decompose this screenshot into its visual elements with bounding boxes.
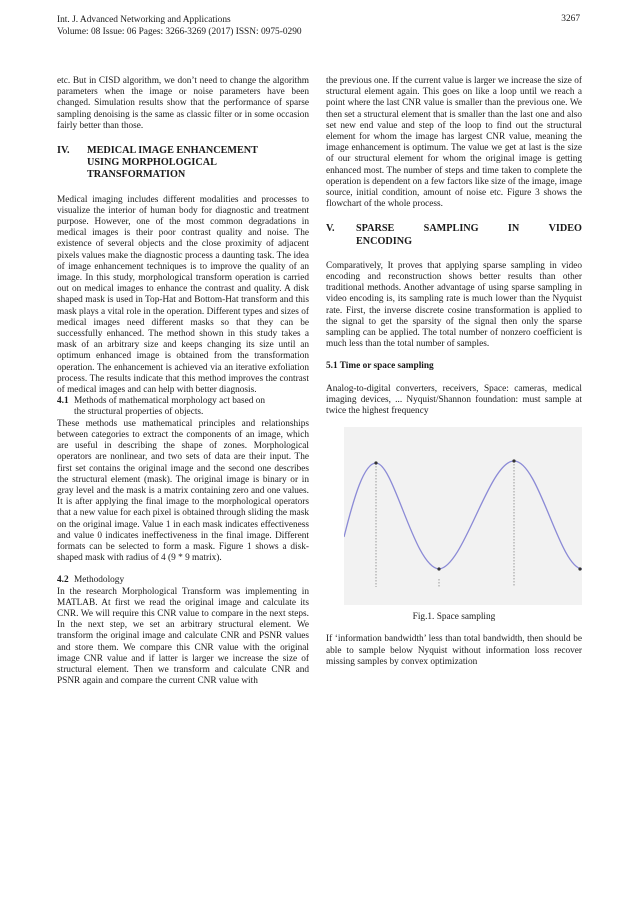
subsection-title: Methodology [74, 575, 125, 586]
figure-caption: Fig.1. Space sampling [412, 612, 496, 623]
subsection-4-1-heading [57, 396, 309, 407]
sample-point [437, 568, 440, 571]
running-header [57, 14, 302, 39]
section-title-line: MEDICAL IMAGE ENHANCEMENT [87, 145, 258, 157]
section-title [87, 145, 309, 182]
space-sampling-figure [326, 427, 582, 605]
sample-point [578, 568, 581, 571]
section-title-line: TRANSFORMATION [87, 169, 186, 181]
section-title-word: SPARSE [356, 223, 395, 235]
body-paragraph: Analog-to-digital converters, receivers, Space: cameras, medical imaging devices, ... Nyquist/Shannon foundation: must sample at twice the highest frequency [326, 383, 582, 417]
left-column [57, 76, 309, 687]
section-title [356, 223, 582, 247]
section-title-word: VIDEO [548, 223, 582, 235]
section-number: IV. [57, 145, 70, 157]
section-title-word: SAMPLING [423, 223, 479, 235]
subsection-number: 4.1 [57, 396, 69, 407]
section-title-line: USING MORPHOLOGICAL [87, 157, 217, 169]
body-paragraph: In the research Morphological Transform was implementing in MATLAB. At first we read the original image and calculate its CNR. We will require this CNR value to compare in the next steps. In the next step, we set an arbitrary structural element. We transform the original image and calculate CNR and PSNR values and store them. We compare this CNR value with the original image CNR value and if latter is larger we increase the size of structural element. Then we transform and calculate CNR and PSNR again and compare the current CNR value with [57, 586, 309, 687]
body-paragraph: Comparatively, It proves that applying sparse sampling in video encoding and reconstruction shows better results than other traditional methods. Another advantage of using sparse sampling in video encoding is, its sampling rate is much lower than the Nyquist rate. First, the inverse discrete cosine transformation is applied to the signal to get the sparsity of the signal then only the sparse sampling can be applied. The total number of nonzero coefficient is much less than the total number of samples. [326, 260, 582, 350]
section-title-line: ENCODING [356, 235, 413, 247]
subsection-title: Methods of mathematical morphology act based on [74, 396, 266, 407]
section-number: V. [326, 223, 335, 235]
section-title-word: IN [507, 223, 520, 235]
journal-name: Int. J. Advanced Networking and Applications [57, 15, 231, 25]
body-paragraph: If ‘information bandwidth’ less than total bandwidth, then should be able to sample below Nyquist without information loss recover missing samples by convex optimization [326, 634, 582, 667]
subsection-number: 4.2 [57, 575, 69, 586]
right-column [326, 76, 582, 668]
sample-point [374, 462, 377, 465]
sampling-wave-graphic [344, 427, 582, 605]
intro-paragraph: etc. But in CISD algorithm, we don’t need to change the algorithm parameters when the image or noise parameters have been changed. Simulation results show that the performance of sparse sampling denoising is the same as classic filter or in some occasion fairly better than those. [57, 76, 309, 131]
subsection-4-2-heading [57, 575, 309, 586]
sample-point [512, 460, 515, 463]
page-number: 3267 [561, 14, 580, 24]
volume-info: Volume: 08 Issue: 06 Pages: 3266-3269 (2017) ISSN: 0975-0290 [57, 27, 302, 38]
body-paragraph: These methods use mathematical principles and relationships between categories to extract the components of an image, which are useful in describing the shape of zones. Morphological operators are nonlinear, and two sets of data are their input. The first set contains the original image and the second one describes the structural element (mask). The original image is binary or in gray level and the mask is a matrix containing zero and one values. It is after applying the final image to the morphological operators that a new value for each pixel is obtained through sliding the mask on the original image. Value 1 in each mask indicates effectiveness and value 0 indicates ineffectiveness in the final image. Different formats can be selected to form a mask. Figure 1 shows a disk-shaped mask with radius of 4 (9 * 9 matrix). [57, 418, 309, 564]
subsection-5-1-heading: 5.1 Time or space sampling [326, 361, 434, 372]
section-5-heading [326, 223, 582, 247]
body-paragraph: Medical imaging includes different modalities and processes to visualize the interior of human body for diagnostic and treatment purpose. However, one of the most common degradations in medical images is their poor contrast quality and noise. The existence of several objects and the close proximity of adjacent pixels values make the diagnostic process a daunting task. The idea of image enhancement techniques is to improve the quality of an image. In this study, morphological transform operation is carried out on medical images to enhance the contrast and quality. A disk shaped mask is used in Top-Hat and Bottom-Hat transform and this mask plays a vital role in the operation. Different types and sizes of medical images need different masks so that they can be successfully enhanced. The method shown in this study takes a mask of an arbitrary size and keeps changing its size until an optimum enhanced image is obtained from the transformation operation. The enhancement is achieved via an iterative exfoliation process. The results indicate that this method improves the contrast of medical images and can help with better diagnosis. [57, 194, 309, 396]
subsection-title-continued: the structural properties of objects. [74, 407, 204, 418]
section-4-heading [57, 145, 309, 182]
body-paragraph: the previous one. If the current value is larger we increase the size of structural element again. This goes on like a loop until we reach a point where the last CNR value is smaller than the previous one. We then set a structural element that is smaller than the last one and also set new end value and step of the loop to find out the structural element for whom the image has largest CNR value, meaning the image enhancement is optimum. The value we get at last is the size of our structural element for whom the original image is getting enhanced most. The number of steps and time taken to complete the operation is dependent on a few factors like size of the image, image source, initial condition, amount of noise etc. Figure 3 shows the flowchart of the whole process. [326, 76, 582, 210]
figure-background [344, 427, 582, 605]
